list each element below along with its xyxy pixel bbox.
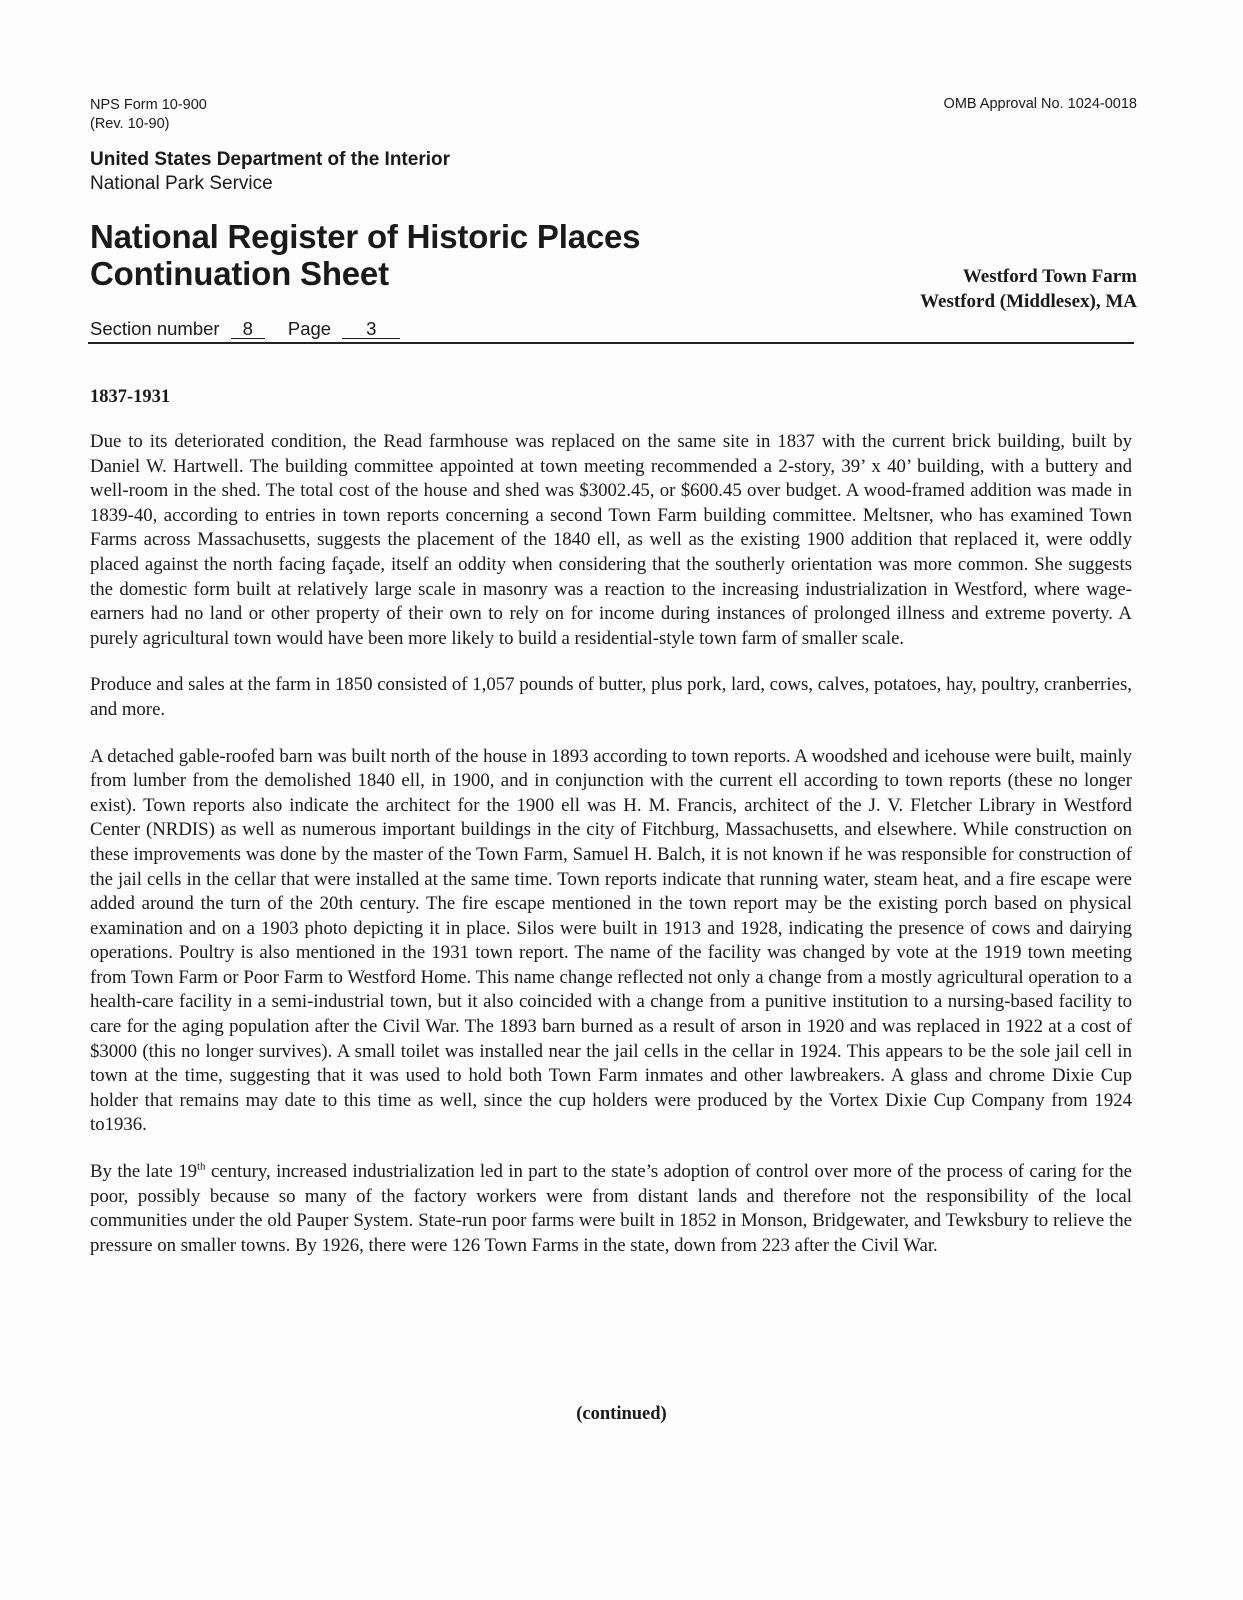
form-number: NPS Form 10-900 <box>90 97 207 113</box>
form-id-block <box>90 96 207 134</box>
continued-label: (continued) <box>576 1404 667 1424</box>
department-name: United States Department of the Interior <box>90 149 450 170</box>
header-divider <box>88 342 1134 344</box>
paragraph: A detached gable-roofed barn was built north of the house in 1893 according to town reports. A woodshed and icehouse were built, mainly from lumber from the demolished 1840 ell, in 1900, and in conjunction with the current ell according to town reports (these no longer exist). Town reports also indicate the architect for the 1900 ell was H. M. Francis, architect of the J. V. Fletcher Library in Westford Center (NRDIS) as well as numerous important buildings in the city of Fitchburg, Massachusetts, and elsewhere. While construction on these improvements was done by the master of the Town Farm, Samuel H. Balch, it is not known if he was responsible for construction of the jail cells in the cellar that were installed at the same time. Town reports indicate that running water, steam heat, and a fire escape were added around the turn of the 20th century. The fire escape mentioned in the town report may be the existing porch based on physical examination and on a 1903 photo depicting it in place. Silos were built in 1913 and 1928, indicating the presence of cows and dairying operations. Poultry is also mentioned in the 1931 town report. The name of the facility was changed by vote at the 1919 town meeting from Town Farm or Poor Farm to Westford Home. This name change reflected not only a change from a mostly agricultural operation to a health-care facility in a semi-industrial town, but it also coincided with a change from a punitive institution to a nursing-based facility to care for the aging population after the Civil War. The 1893 barn burned as a result of arson in 1920 and was replaced in 1922 at a cost of $3000 (this no longer survives). A small toilet was installed near the jail cells in the cellar in 1924. This appears to be the sole jail cell in town at the time, suggesting that it was used to hold both Town Farm inmates and other lawbreakers. A glass and chrome Dixie Cup holder that remains may date to this time as well, since the cup holders were produced by the Vortex Dixie Cup Company from 1924 to1936. <box>90 745 1132 1136</box>
property-location: Westford (Middlesex), MA <box>920 291 1137 312</box>
agency-name: National Park Service <box>90 173 273 194</box>
page-number: 3 <box>342 320 400 339</box>
title-line-1: National Register of Historic Places <box>90 218 641 255</box>
paragraph: By the late 19th century, increased industrialization led in part to the state’s adoption of control over more of the process of caring for the poor, possibly because so many of the factory workers were from distant lands and therefore not the responsibility of the local communities under the old Pauper System. State-run poor farms were built in 1852 in Monson, Bridgewater, and Tewksbury to relieve the pressure on smaller towns. By 1926, there were 126 Town Farms in the state, down from 223 after the Civil War. <box>90 1160 1132 1256</box>
body-text <box>90 430 1132 1280</box>
page-title <box>90 218 640 292</box>
section-heading: 1837-1931 <box>90 387 171 407</box>
form-revision: (Rev. 10-90) <box>90 116 170 132</box>
property-block <box>920 264 1137 314</box>
paragraph: Produce and sales at the farm in 1850 consisted of 1,057 pounds of butter, plus pork, lard, cows, calves, potatoes, hay, poultry, cranberries, and more. <box>90 674 1132 720</box>
omb-approval: OMB Approval No. 1024-0018 <box>943 96 1137 112</box>
section-label: Section number <box>90 318 220 339</box>
agency-block <box>90 148 450 196</box>
paragraph: Due to its deteriorated condition, the Read farmhouse was replaced on the same site in 1837 with the current brick building, built by Daniel W. Hartwell. The building committee appointed at town meeting recommended a 2-story, 39’ x 40’ building, with a buttery and well-room in the shed. The total cost of the house and shed was $3002.45, or $600.45 over budget. A wood-framed addition was made in 1839-40, according to entries in town reports concerning a second Town Farm building committee. Meltsner, who has examined Town Farms across Massachusetts, suggests the placement of the 1840 ell, as well as the existing 1900 addition that replaced it, were oddly placed against the north facing façade, itself an oddity when considering that the southerly orientation was more common. She suggests the domestic form built at relatively large scale in masonry was a reaction to the increasing industrialization in Westford, where wage-earners had no land or other property of their own to rely on for income during instances of prolonged illness and extreme poverty. A purely agricultural town would have been more likely to build a residential-style town farm of smaller scale. <box>90 431 1132 649</box>
property-name: Westford Town Farm <box>962 266 1137 287</box>
page-label: Page <box>287 318 332 339</box>
section-number: 8 <box>231 320 265 339</box>
title-line-2: Continuation Sheet <box>90 255 389 292</box>
section-page-line <box>90 318 400 340</box>
